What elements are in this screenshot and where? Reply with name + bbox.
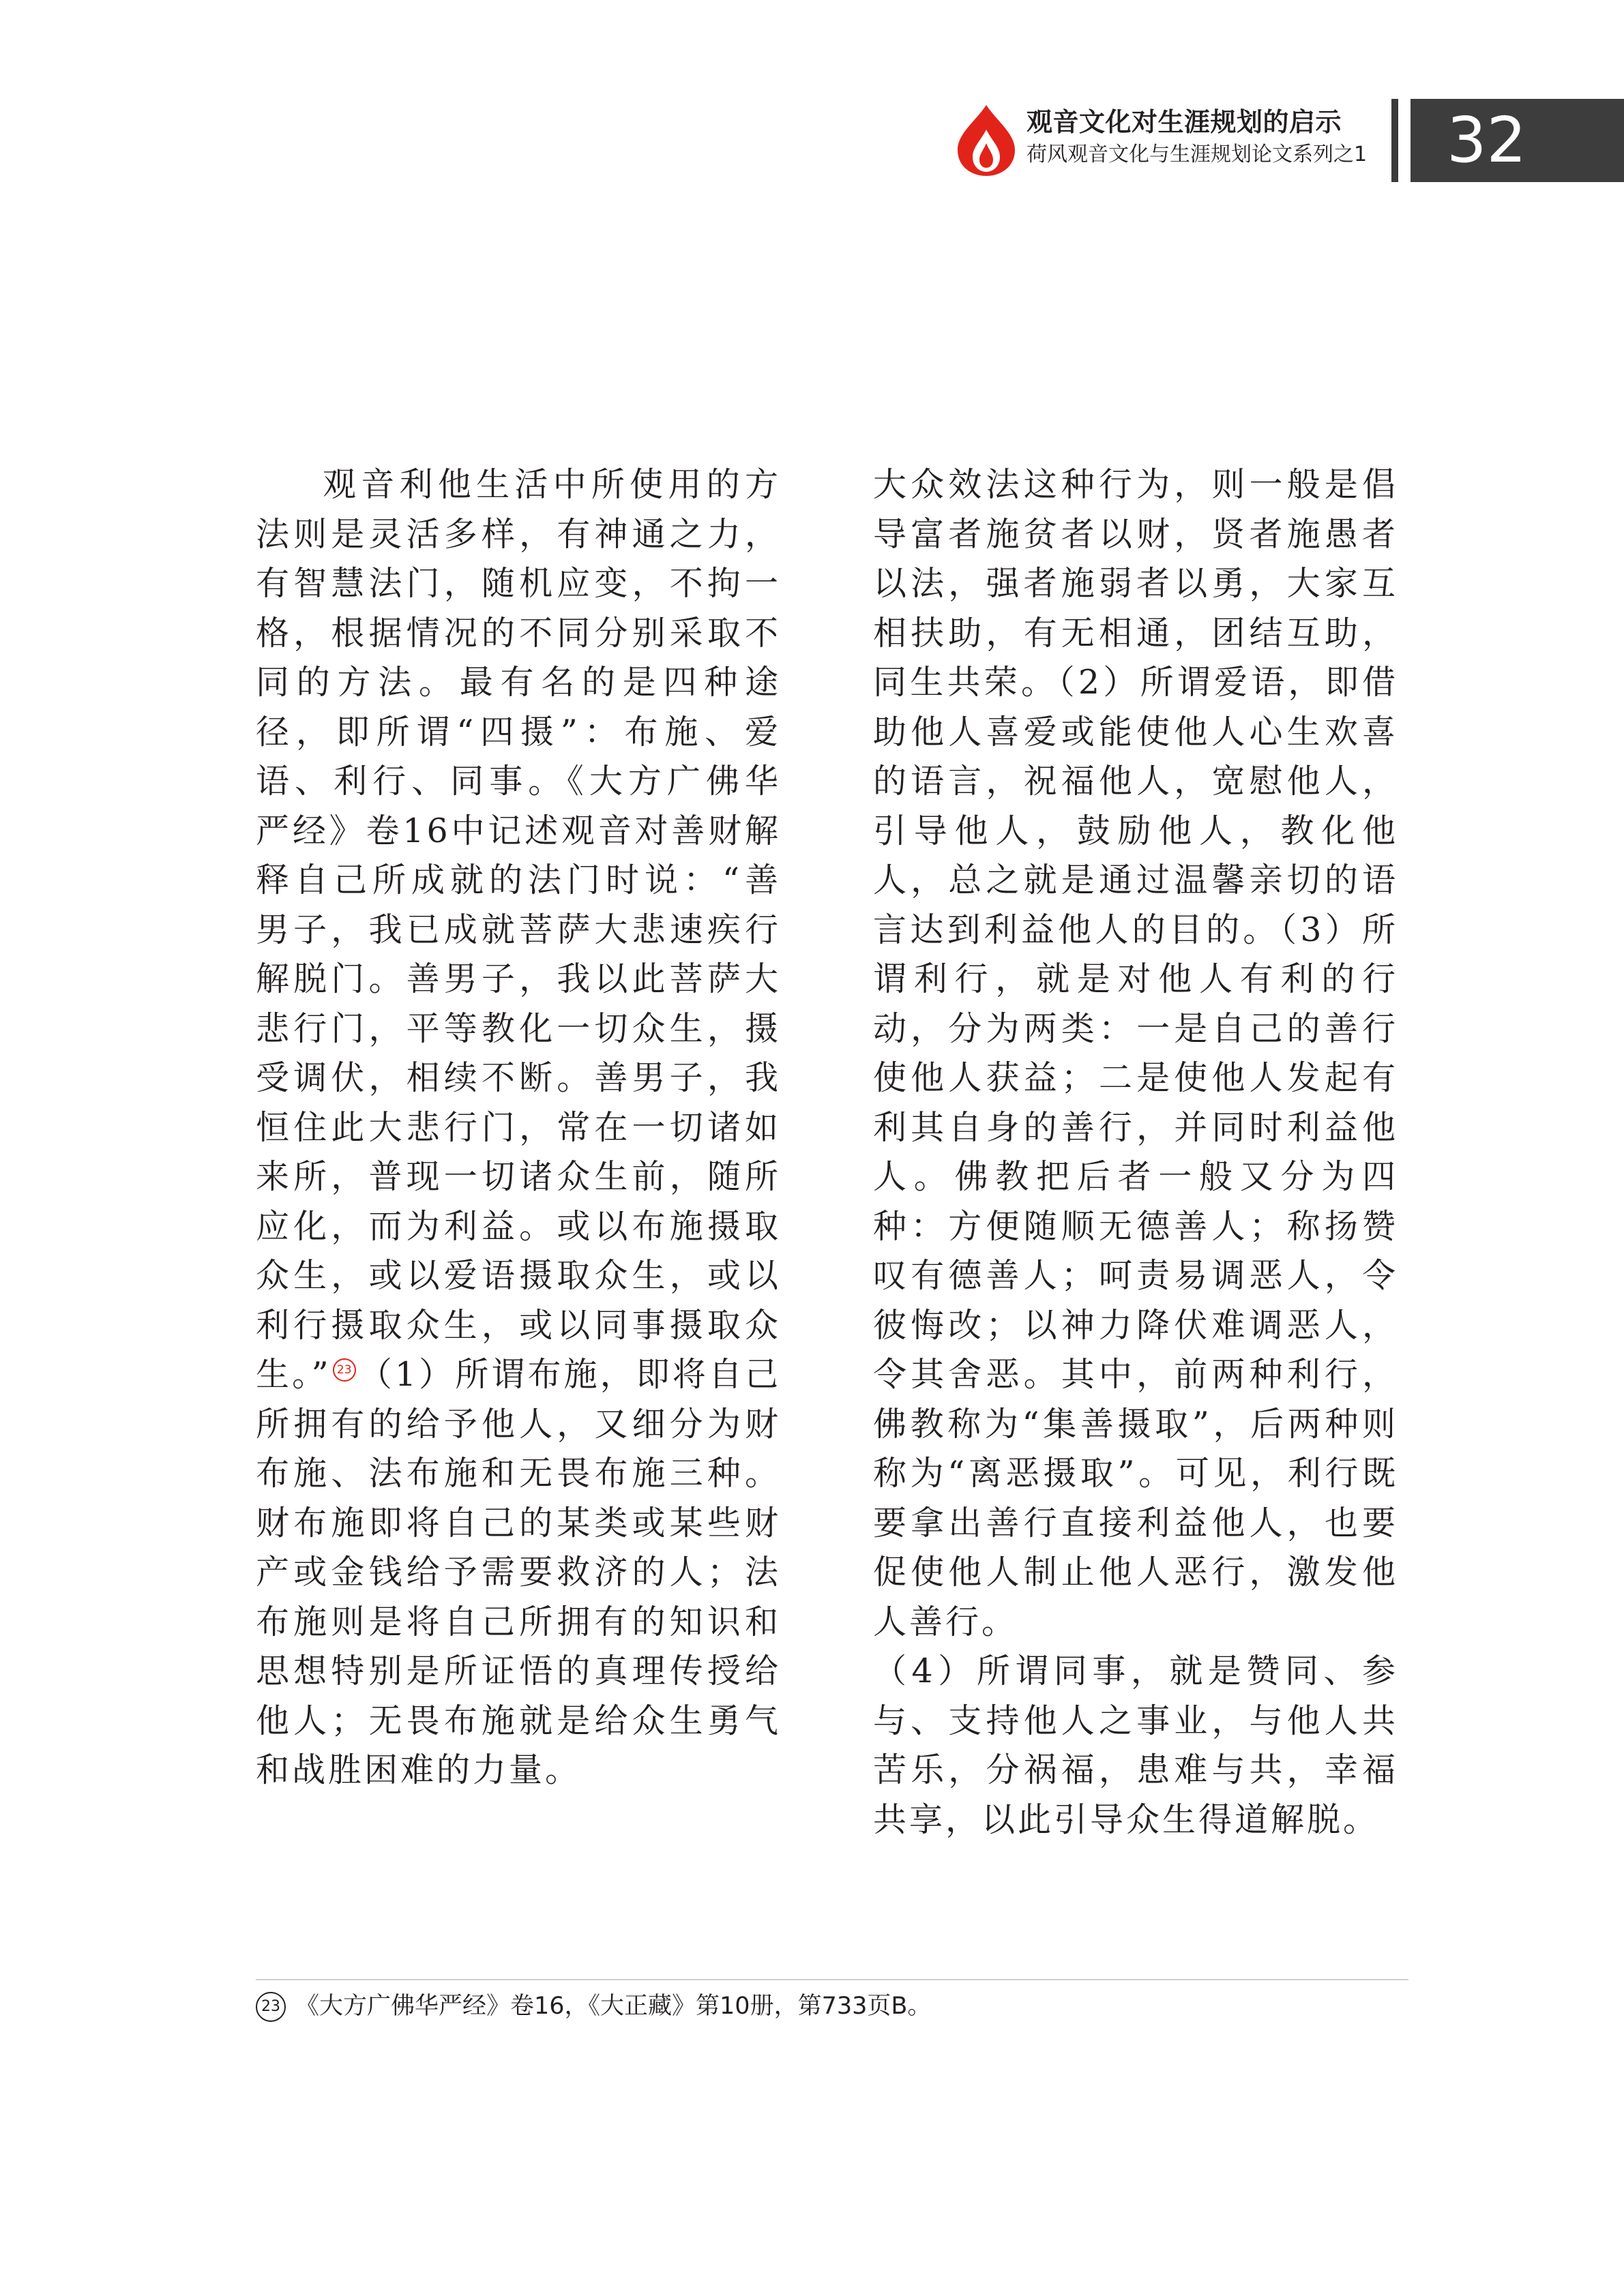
header-subtitle: 荷风观音文化与生涯规划论文系列之1 [1027, 142, 1368, 166]
footnote-marker: 23 [256, 1992, 286, 2022]
header-titles [1027, 109, 1381, 166]
body-column-right [873, 460, 1398, 1845]
footnote-text: 《大方广佛华严经》卷16，《大正藏》第10册，第733页B。 [295, 1993, 932, 2020]
body-paragraph: （4）所谓同事，就是赞同、参与、支持他人之事业，与他人共苦乐，分祸福，患难与共，幸福共享，以此引导众生得道解脱。 [873, 1652, 1398, 1839]
body-paragraph: 大众效法这种行为，则一般是倡导富者施贫者以财，贤者施愚者以法，强者施弱者以勇，大家互相扶助，有无相通，团结互助，同生共荣。（2）所谓爱语，即借助他人喜爱或能使他人心生欢喜的语言，祝福他人，宽慰他人，引导他人，鼓励他人，教化他人，总之就是通过温馨亲切的语言达到利益他人的目的。（3）所谓利行，就是对他人有利的行动，分为两类：一是自己的善行使他人获益；二是使他人发起有利其自身的善行，并同时利益他人。佛教把后者一般又分为四种：方便随顺无德善人；称扬赞叹有德善人；呵责易调恶人，令彼悔改；以神力降伏难调恶人，令其舍恶。其中，前两种利行，佛教称为“集善摄取”，后两种则称为“离恶摄取”。可见，利行既要拿出善行直接利益他人，也要促使他人制止他人恶行，激发他人善行。 [873, 465, 1398, 1641]
page-number: 32 [1411, 99, 1624, 182]
header-title: 观音文化对生涯规划的启示 [1027, 107, 1342, 137]
footnote-divider [256, 1979, 1408, 1980]
lotus-flame-icon [955, 102, 1018, 177]
body-paragraph [256, 460, 781, 1795]
footnote [256, 1989, 1408, 2023]
body-column-left [256, 460, 781, 1795]
header-divider-bar [1391, 99, 1398, 182]
body-text: 观音利他生活中所使用的方法则是灵活多样，有神通之力，有智慧法门，随机应变，不拘一格，根据情况的不同分别采取不同的方法。最有名的是四种途径，即所谓“四摄”：布施、爱语、利行、同事。《大方广佛华严经》卷16中记述观音对善财解释自己所成就的法门时说：“善男子，我已成就菩萨大悲速疾行解脱门。善男子，我以此菩萨大悲行门，平等教化一切众生，摄受调伏，相续不断。善男子，我恒住此大悲行门，常在一切诸如来所，普现一切诸众生前，随所应化，而为利益。或以布施摄取众生，或以爱语摄取众生，或以利行摄取众生，或以同事摄取众生。” [256, 465, 781, 1394]
footnote-reference[interactable]: 23 [333, 1358, 356, 1382]
page-header [0, 0, 1624, 191]
body-text: （1）所谓布施，即将自己所拥有的给予他人，又细分为财布施、法布施和无畏布施三种。财布施即将自己的某类或某些财产或金钱给予需要救济的人；法布施则是将自己所拥有的知识和思想特别是所证悟的真理传授给他人；无畏布施就是给众生勇气和战胜困难的力量。 [256, 1355, 781, 1789]
